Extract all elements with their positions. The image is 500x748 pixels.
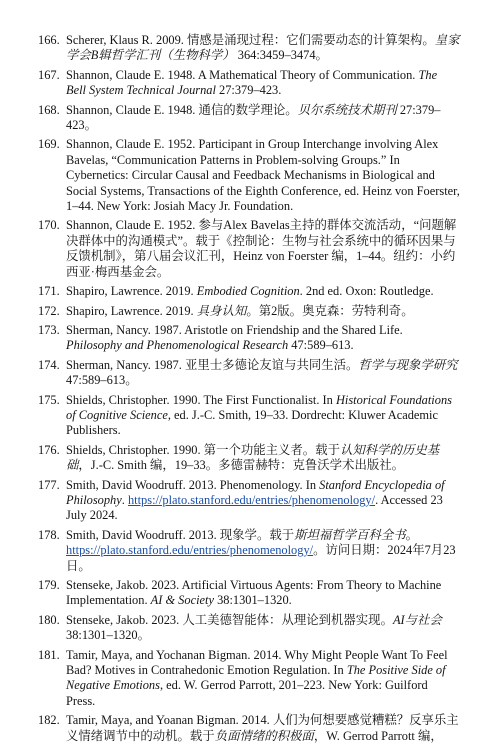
reference-number: 173. bbox=[38, 322, 60, 337]
reference-number: 176. bbox=[38, 442, 60, 457]
reference-text: , ed. W. Gerrod Parrott, 201–223. New York: Guilford Press. bbox=[66, 678, 428, 708]
reference-text: Sherman, Nancy. 1987. 亚里士多德论友谊与共同生活。 bbox=[66, 357, 359, 372]
reference-item bbox=[0, 33, 500, 64]
reference-item bbox=[0, 648, 500, 710]
reference-text: Scherer, Klaus R. 2009. 情感是涌现过程：它们需要动态的计算架构。 bbox=[66, 33, 435, 47]
reference-number: 178. bbox=[38, 527, 60, 542]
reference-item bbox=[0, 478, 500, 524]
reference-link[interactable]: https://plato.stanford.edu/entries/phenomenology/ bbox=[127, 492, 376, 507]
reference-number: 180. bbox=[38, 612, 60, 627]
reference-number: 172. bbox=[38, 303, 60, 318]
reference-text: 47:589–613. bbox=[288, 338, 354, 353]
reference-item bbox=[0, 284, 500, 299]
reference-title-italic: AI & Society bbox=[150, 593, 214, 608]
reference-text: 。 bbox=[405, 527, 419, 542]
reference-item bbox=[0, 393, 500, 439]
reference-number: 168. bbox=[38, 102, 60, 117]
reference-text: ，W. Gerrod Parrott 编， bbox=[313, 728, 443, 743]
reference-text: Stenseke, Jakob. 2023. Artificial Virtuous Agents: From Theory to Machine Implementation. bbox=[66, 578, 442, 608]
reference-text: 。访问日期：2024年7月23日。 bbox=[66, 543, 456, 573]
reference-text: , ed. J.-C. Smith, 19–33. Dordrecht: Kluwer Academic Publishers. bbox=[66, 407, 438, 438]
reference-text: 。第2版。奥克森：劳特利奇。 bbox=[246, 303, 414, 318]
reference-title-italic: 斯坦福哲学百科全书 bbox=[294, 527, 406, 542]
reference-item bbox=[0, 218, 500, 280]
reference-title-italic: 哲学与现象学研究 bbox=[358, 357, 458, 372]
reference-text: Shannon, Claude E. 1952. Participant in Group Interchange involving Alex Bavelas, “Communication Patterns in Problem-solving Groups.” In Cybernetics: Circular Causal and Feedback Mechanisms in Biological and Social Systems, Transactions of the Eighth Conference, ed. Heinz von Foerster, 1–44. New York: Josiah Macy Jr. Foundation. bbox=[66, 137, 460, 214]
reference-list bbox=[0, 33, 500, 748]
reference-title-italic: 负面情绪的积极面 bbox=[214, 728, 314, 743]
reference-title-italic: Embodied Cognition bbox=[196, 284, 300, 299]
reference-text: . 2nd ed. Oxon: Routledge. bbox=[299, 284, 434, 299]
reference-title-italic: Historical Foundations of Cognitive Science bbox=[66, 392, 452, 422]
reference-text: 38:1301–1320. bbox=[213, 593, 292, 608]
reference-item bbox=[0, 443, 500, 474]
reference-number: 177. bbox=[38, 477, 60, 492]
reference-item bbox=[0, 528, 500, 574]
reference-text: Shapiro, Lawrence. 2019. bbox=[66, 284, 197, 299]
reference-item bbox=[0, 103, 500, 134]
reference-number: 181. bbox=[38, 647, 60, 662]
reference-title-italic: 认知科学的历史基础 bbox=[66, 442, 440, 473]
reference-text: Shannon, Claude E. 1948. A Mathematical Theory of Communication. bbox=[66, 67, 419, 82]
reference-title-italic: AI与社会 bbox=[392, 612, 442, 627]
reference-text: Shields, Christopher. 1990. The First Functionalist. In bbox=[66, 392, 336, 407]
reference-title-italic: 具身认知 bbox=[196, 303, 247, 318]
reference-number: 175. bbox=[38, 392, 60, 407]
reference-text: 364:3459–3474。 bbox=[234, 48, 328, 63]
reference-text: Tamir, Maya, and Yoanan Bigman. 2014. 人们为何想要感觉糟糕？反享乐主义情绪调节中的动机。载于 bbox=[66, 713, 459, 743]
reference-text: 27:379–423。 bbox=[66, 102, 441, 133]
reference-text: Shapiro, Lawrence. 2019. bbox=[66, 303, 197, 318]
reference-text: ，J.-C. Smith 编，19–33。多德雷赫特：克鲁沃学术出版社。 bbox=[78, 458, 405, 473]
reference-title-italic: The Positive Side of Negative Emotions bbox=[66, 663, 446, 693]
reference-title-italic: The Bell System Technical Journal bbox=[66, 67, 438, 98]
reference-text: 38:1301–1320。 bbox=[66, 628, 150, 643]
reference-number: 174. bbox=[38, 357, 60, 372]
reference-number: 169. bbox=[38, 137, 60, 152]
reference-title-italic: Philosophy and Phenomenological Research bbox=[66, 338, 289, 353]
reference-text: Smith, David Woodruff. 2013. 现象学。载于 bbox=[66, 527, 295, 542]
reference-item bbox=[0, 578, 500, 609]
reference-text: Shannon, Claude E. 1948. 通信的数学理论。 bbox=[66, 102, 298, 117]
reference-number: 179. bbox=[38, 578, 60, 592]
reference-number: 171. bbox=[38, 284, 60, 299]
reference-text: . Accessed 23 July 2024. bbox=[66, 492, 443, 523]
reference-text: . bbox=[121, 492, 128, 507]
reference-number: 166. bbox=[38, 33, 60, 47]
reference-item bbox=[0, 304, 500, 319]
reference-title-italic: Stanford Encyclopedia of Philosophy bbox=[66, 477, 445, 507]
reference-number: 170. bbox=[38, 218, 60, 233]
reference-link[interactable]: https://plato.stanford.edu/entries/phenomenology/ bbox=[66, 543, 314, 558]
reference-text: Tamir, Maya, and Yochanan Bigman. 2014. Why Might People Want To Feel Bad? Motives in Contrahedonic Emotion Regulation. In bbox=[66, 647, 448, 678]
reference-item bbox=[0, 137, 500, 214]
reference-item bbox=[0, 68, 500, 99]
reference-text: Stenseke, Jakob. 2023. 人工美德智能体：从理论到机器实现。 bbox=[66, 612, 393, 627]
reference-text: Sherman, Nancy. 1987. Aristotle on Friendship and the Shared Life. bbox=[66, 322, 403, 337]
reference-text: Shannon, Claude E. 1952. 参与Alex Bavelas主持的群体交流活动，“问题解决群体中的沟通模式”。载于《控制论：生物与社会系统中的循环因果与反馈机制》，第八届会议汇刊，Heinz von Foerster 编，1–44。纽约：小约西亚·梅西基金会。 bbox=[66, 218, 457, 279]
reference-title-italic: 皇家学会B辑哲学汇刊（生物科学） bbox=[66, 33, 460, 63]
reference-text: 47:589–613。 bbox=[66, 373, 138, 388]
reference-number: 167. bbox=[38, 67, 60, 82]
reference-item bbox=[0, 613, 500, 644]
reference-text: Smith, David Woodruff. 2013. Phenomenology. In bbox=[66, 477, 320, 492]
reference-text: Shields, Christopher. 1990. 第一个功能主义者。载于 bbox=[66, 442, 340, 457]
reference-text: 27:379–423. bbox=[215, 83, 282, 98]
reference-title-italic: 贝尔系统技术期刊 bbox=[297, 102, 397, 117]
reference-item bbox=[0, 358, 500, 389]
reference-item bbox=[0, 713, 500, 744]
reference-number: 182. bbox=[38, 713, 60, 728]
reference-item bbox=[0, 323, 500, 354]
